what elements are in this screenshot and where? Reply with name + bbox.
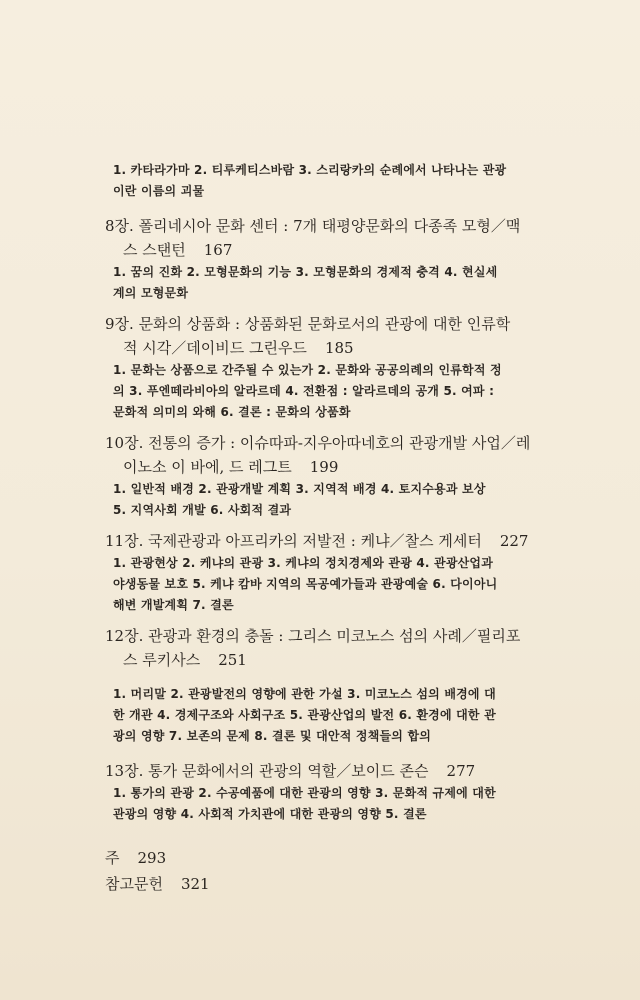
ch9-subsection-line: 1. 문화는 상품으로 간주될 수 있는가 2. 문화와 공공의례의 인류학적 정 bbox=[113, 363, 502, 377]
ch12-title-line: 12장. 관광과 환경의 충돌 : 그리스 미코노스 섬의 사례／필리포 bbox=[105, 627, 521, 645]
ch10-page-number: 199 bbox=[309, 458, 339, 476]
table-of-contents bbox=[105, 160, 565, 897]
ch13-title-line bbox=[105, 759, 565, 783]
ch9-title-line: 9장. 문화의 상품화 : 상품화된 문화로서의 관광에 대한 인류학 bbox=[105, 315, 511, 333]
notes-label: 주 bbox=[105, 849, 120, 867]
ch7-subsection-line: 1. 카타라가마 2. 티루케티스바람 3. 스리랑카의 순례에서 나타나는 관광 bbox=[113, 163, 507, 177]
ch9-page-number: 185 bbox=[324, 339, 354, 357]
ch10-author: 이노소 이 바에, 드 레그트 bbox=[123, 458, 292, 476]
ch11-subsection-line: 야생동물 보호 5. 케냐 캄바 지역의 목공예가들과 관광예술 6. 다이아니 bbox=[113, 577, 498, 591]
ch13-subsection-line: 관광의 영향 4. 사회적 가치관에 대한 관광의 영향 5. 결론 bbox=[113, 807, 427, 821]
ch11-subsection-line: 해변 개발계획 7. 결론 bbox=[113, 598, 234, 612]
ch10-title-line: 10장. 전통의 증가 : 이슈따파-지우아따네호의 관광개발 사업／레 bbox=[105, 434, 531, 452]
ch8-subsection-line: 계의 모형문화 bbox=[113, 286, 189, 300]
notes-page-number: 293 bbox=[137, 849, 167, 867]
ch12-subsection-line: 광의 영향 7. 보존의 문제 8. 결론 및 대안적 정책들의 합의 bbox=[113, 729, 432, 743]
ch8-title-line bbox=[105, 238, 565, 262]
ch12-author: 스 루키사스 bbox=[123, 651, 201, 669]
ch13-title: 13장. 통가 문화에서의 관광의 역할／보이드 존슨 bbox=[105, 762, 429, 780]
references-entry bbox=[105, 871, 565, 897]
references-label: 참고문헌 bbox=[105, 875, 163, 893]
ch13-page-number: 277 bbox=[446, 762, 476, 780]
ch13-subsection-line: 1. 통가의 관광 2. 수공예품에 대한 관광의 영향 3. 문화적 규제에 대한 bbox=[113, 786, 496, 800]
ch12-title-line bbox=[105, 648, 565, 672]
ch12-subsection-line: 1. 머리말 2. 관광발전의 영향에 관한 가설 3. 미코노스 섬의 배경에 대 bbox=[113, 687, 496, 701]
ch11-title: 11장. 국제관광과 아프리카의 저발전 : 케냐／찰스 게세터 bbox=[105, 532, 482, 550]
notes-entry bbox=[105, 845, 565, 871]
ch9-title-line bbox=[105, 336, 565, 360]
ch9-author: 적 시각／데이비드 그린우드 bbox=[123, 339, 307, 357]
ch10-subsection-line: 1. 일반적 배경 2. 관광개발 계획 3. 지역적 배경 4. 토지수용과 보상 bbox=[113, 482, 486, 496]
ch11-title-line bbox=[105, 529, 565, 553]
references-page-number: 321 bbox=[180, 875, 210, 893]
ch10-title-line bbox=[105, 455, 565, 479]
ch8-author: 스 스탠턴 bbox=[123, 241, 186, 259]
ch9-subsection-line: 문화적 의미의 와해 6. 결론 : 문화의 상품화 bbox=[113, 405, 351, 419]
ch11-page-number: 227 bbox=[499, 532, 529, 550]
ch9-subsection-line: 의 3. 푸엔떼라비아의 알라르데 4. 전환점 : 알라르데의 공개 5. 여파 : bbox=[113, 384, 495, 398]
ch12-subsection-line: 한 개관 4. 경제구조와 사회구조 5. 관광산업의 발전 6. 환경에 대한 관 bbox=[113, 708, 496, 722]
ch8-page-number: 167 bbox=[203, 241, 233, 259]
ch7-subsection-line: 이란 이름의 괴물 bbox=[113, 184, 205, 198]
ch8-subsection-line: 1. 꿈의 진화 2. 모형문화의 기능 3. 모형문화의 경제적 충격 4. 현실세 bbox=[113, 265, 498, 279]
ch11-subsection-line: 1. 관광현상 2. 케냐의 관광 3. 케냐의 정치경제와 관광 4. 관광산업과 bbox=[113, 556, 494, 570]
ch8-title-line: 8장. 폴리네시아 문화 센터 : 7개 태평양문화의 다종족 모형／맥 bbox=[105, 217, 521, 235]
ch10-subsection-line: 5. 지역사회 개발 6. 사회적 결과 bbox=[113, 503, 292, 517]
ch12-page-number: 251 bbox=[218, 651, 247, 669]
